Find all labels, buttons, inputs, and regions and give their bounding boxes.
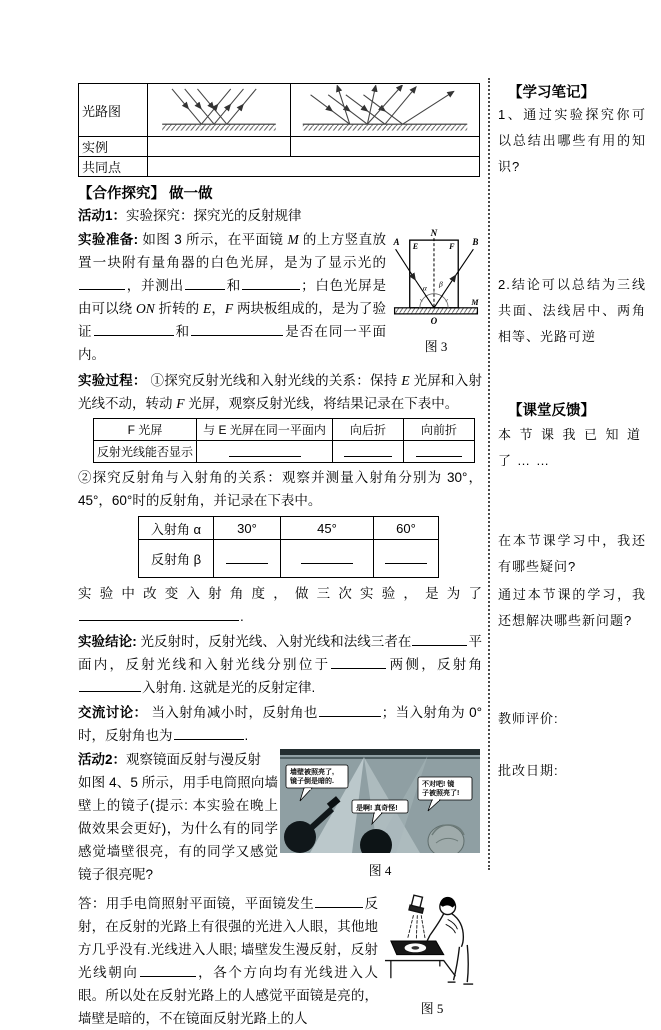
text-segment: 折转的 [154, 301, 204, 316]
angle-value-30: 30° [214, 517, 281, 540]
sidebar [498, 0, 650, 935]
f-screen-table [93, 418, 475, 463]
review-date-label: 批改日期: [498, 763, 559, 778]
blank-underline [79, 277, 125, 290]
bubble3-line1: 不对吧! 镜 [422, 781, 455, 788]
text-segment: 如图 4、5 所示，用手电筒照向墙壁上的镜子(提示: 本实验在晚上做效果会更好)，为什么有的同学感觉墙壁很亮，有的同学又感觉镜子很亮呢? [78, 775, 278, 882]
activity1-label: 活动1： [78, 208, 127, 223]
dotted-divider [488, 78, 490, 870]
blank-underline [242, 277, 300, 290]
text-segment: 两侧，反射角 [387, 657, 483, 672]
table-row [139, 517, 439, 540]
angle-row2-label: 反射角 β [139, 540, 214, 578]
bubble3-line2: 子被照亮了! [422, 790, 460, 797]
activity2-intro-text [78, 775, 278, 882]
discussion-paragraph [78, 701, 482, 747]
label-alpha: α [422, 283, 427, 293]
answer-paragraph [78, 892, 482, 1030]
common-cell [148, 157, 480, 177]
activity1-title: 实验探究：探究光的反射规律 [126, 208, 302, 223]
label-F: F [449, 242, 455, 252]
figure4-caption: 图 4 [368, 863, 392, 878]
figure3 [390, 228, 482, 358]
f-table-header-2: 向后折 [333, 419, 404, 441]
table-row [79, 84, 480, 137]
diffuse-reflection-diagram [292, 85, 478, 132]
activity2-label: 活动2： [78, 752, 127, 767]
angle-cell [281, 540, 374, 578]
text-segment: 平面内，反射光线和入射光线分别位于 [78, 634, 483, 672]
label-beta: β [439, 279, 443, 289]
text-segment: ， [211, 301, 225, 316]
table-row [139, 540, 439, 578]
row-label-light-path: 光路图 [79, 84, 148, 137]
text-segment: 是否在同一平面内。 [78, 324, 387, 362]
blank-underline [79, 608, 239, 621]
f-table-header-0: F 光屏 [94, 419, 197, 441]
label-E: E [412, 242, 419, 252]
text-segment: ，并测出 [126, 278, 184, 293]
text-segment: 光屏，观察反射光线，将结果记录在下表中。 [184, 396, 459, 411]
angle-value-45: 45° [281, 517, 374, 540]
step2-text [78, 470, 482, 508]
variable-symbol: E [203, 301, 212, 316]
example-cell-1 [148, 137, 291, 157]
row-label-common: 共同点 [79, 157, 148, 177]
blank-underline [315, 895, 363, 908]
table-row [79, 157, 480, 177]
main-column [78, 83, 482, 1030]
f-table-header-1: 与 E 光屏在同一平面内 [197, 419, 333, 441]
teacher-evaluation-label: 教师评价: [498, 711, 559, 726]
table-row [94, 419, 475, 441]
feedback-known: 本节课我已知道了…… [498, 427, 646, 468]
text-segment: 入射角. 这就是光的反射定律. [142, 680, 316, 695]
reflection-experiment-diagram [391, 228, 481, 326]
text-segment: 实验中改变入射角度，做三次实验，是为了 [78, 586, 482, 601]
blank-underline [385, 551, 427, 564]
class-feedback-heading: 【课堂反馈】 [508, 403, 595, 419]
study-notes-heading: 【学习笔记】 [508, 85, 595, 101]
conclusion-paragraph [78, 630, 482, 699]
angle-cell [214, 540, 281, 578]
bubble1-line1: 墙壁被照亮了, [290, 769, 334, 776]
figure4 [278, 749, 482, 886]
purpose-text [78, 586, 482, 624]
conclusion-label: 实验结论: [78, 634, 137, 649]
feedback-question-1: 在本节课学习中，我还有哪些疑问? [498, 533, 646, 574]
activity2-title: 观察镜面反射与漫反射 [126, 752, 262, 767]
specular-diagram-cell [148, 84, 291, 137]
variable-symbol: E [401, 373, 410, 388]
bubble1-line2: 镜子倒是暗的. [290, 778, 334, 785]
text-segment: 的上方竖直放置一块附有量角器的白色光屏，是为了显示光的 [78, 232, 386, 270]
diffuse-diagram-cell [291, 84, 480, 137]
blank-underline [79, 679, 141, 692]
conclusion-text [78, 634, 482, 695]
text-segment: ②探究反射角与入射角的关系：观察并测量入射角分别为 30°，45°，60°时的反射角，并记录在下表中。 [78, 470, 482, 508]
f-table-cell [404, 441, 475, 463]
text-segment: 和 [225, 278, 242, 293]
variable-symbol: F [224, 301, 234, 316]
process-label: 实验过程： [78, 373, 147, 388]
text-segment: 答：用手电筒照射平面镜，平面镜发生 [78, 896, 315, 911]
figure5 [382, 892, 482, 1020]
purpose-paragraph [78, 582, 482, 628]
text-segment: 光反射时，反射光线、入射光线和法线三者在 [140, 634, 412, 649]
text-segment: 两块板组成的，是为了验证 [78, 301, 386, 339]
text-segment: 光屏和入射光线不动，转动 [78, 373, 482, 411]
prep-text [78, 232, 386, 362]
variable-symbol: M [287, 232, 299, 247]
text-segment: . [244, 728, 249, 743]
table-row [94, 441, 475, 463]
prep-paragraph [78, 228, 482, 366]
f-table-header-3: 向前折 [404, 419, 475, 441]
blank-underline [174, 727, 244, 740]
variable-symbol: ON [136, 301, 155, 316]
feedback-question-2: 通过本节课的学习，我还想解决哪些新问题? [498, 587, 646, 628]
text-segment: 如图 3 所示，在平面镜 [142, 232, 288, 247]
blank-underline [412, 633, 467, 646]
study-note-1: 1、通过实验探究你可以总结出哪些有用的知识? [498, 107, 646, 174]
study-note-2: 2.结论可以总结为三线共面、法线居中、两角相等、光路可逆 [498, 277, 646, 344]
blank-underline [331, 656, 386, 669]
cooperate-heading: 【合作探究】 做一做 [78, 186, 213, 202]
figure3-caption: 图 3 [424, 339, 448, 354]
blank-underline [344, 444, 392, 457]
prep-label: 实验准备: [78, 232, 139, 247]
text-segment: ；当入射角为 0° 时，反射角也为 [78, 705, 482, 743]
figure5-caption: 图 5 [420, 1001, 444, 1016]
text-segment: 和 [174, 324, 191, 339]
activity2-line [78, 749, 278, 771]
blank-underline [94, 323, 174, 336]
light-path-comparison-table [78, 83, 480, 177]
table-row [79, 137, 480, 157]
label-O: O [430, 315, 438, 326]
label-A: A [393, 237, 400, 248]
specular-reflection-diagram [150, 85, 288, 132]
label-M: M [471, 297, 479, 307]
f-table-row-label: 反射光线能否显示 [94, 441, 197, 463]
bubble2-line1: 是啊! 真奇怪! [356, 805, 398, 812]
text-segment: ①探究反射光线和入射光线的关系：保持 [150, 373, 402, 388]
text-segment: ，各个方向均有光线进入人眼。所以处在反射光路上的人感觉平面镜是亮的，墙壁是暗的，不在镜面反射光路上的人 [78, 965, 378, 1026]
example-cell-2 [291, 137, 480, 157]
blank-underline [416, 444, 462, 457]
text-segment: 当入射角减小时，反射角也 [151, 705, 318, 720]
blank-underline [185, 277, 225, 290]
discussion-label: 交流讨论： [78, 705, 148, 720]
activity2-left-column [78, 749, 278, 886]
angle-row1-label: 入射角 α [139, 517, 214, 540]
angle-value-60: 60° [374, 517, 439, 540]
answer-text [78, 896, 378, 1026]
blank-underline [301, 551, 353, 564]
label-N: N [430, 228, 438, 239]
flashlight-mirror-cartoon [280, 749, 480, 853]
f-table-cell [333, 441, 404, 463]
text-segment: ；白色光屏是由可以绕 [78, 278, 387, 316]
variable-symbol: F [176, 396, 185, 411]
blank-underline [319, 704, 381, 717]
angle-cell [374, 540, 439, 578]
blank-underline [140, 964, 196, 977]
boy-flashlight-mirror-drawing [383, 892, 481, 988]
step2-paragraph [78, 466, 482, 512]
blank-underline [226, 551, 268, 564]
activity2-row [78, 749, 482, 886]
row-label-example: 实例 [79, 137, 148, 157]
process-paragraph [78, 369, 482, 415]
blank-underline [191, 323, 283, 336]
angle-table [138, 516, 439, 578]
text-segment: 反射，在反射的光路上有很强的光进入人眼，其他地方几乎没有.光线进入人眼; 墙壁发生漫反射，反射光线朝向 [78, 896, 379, 980]
blank-underline [229, 444, 301, 457]
label-B: B [472, 237, 479, 248]
text-segment: . [240, 609, 244, 624]
activity2-intro-paragraph [78, 771, 278, 886]
f-table-cell [197, 441, 333, 463]
activity1-line [78, 205, 482, 227]
